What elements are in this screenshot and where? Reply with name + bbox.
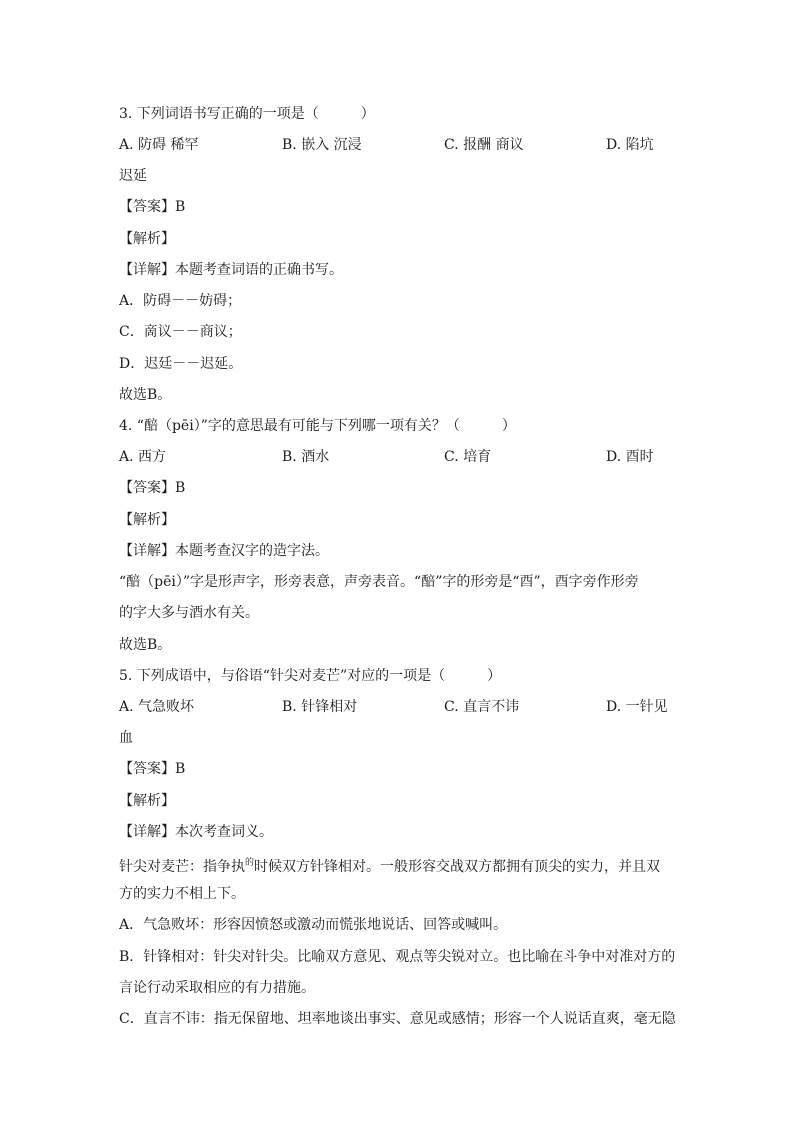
q5-option-d-wrap: 血 [119, 730, 133, 746]
q3-conclusion: 故选B。 [119, 387, 172, 403]
q4-option-a: A. 西方 [119, 449, 167, 465]
q5-answer: 【答案】B [119, 761, 186, 777]
q3-option-d: D. 陷坑 [606, 137, 654, 153]
q4-paragraph-2: 的字大多与酒水有关。 [119, 605, 259, 621]
q3-line-c: C．啇议－－商议； [119, 324, 242, 340]
q4-conclusion: 故选B。 [119, 637, 172, 653]
q5-option-a: A. 气急败坏 [119, 699, 195, 715]
q4-option-c: C. 培育 [444, 449, 492, 465]
q5-option-d: D. 一针见 [606, 699, 668, 715]
q5-detail: 【详解】本次考查词义。 [119, 824, 273, 840]
q5-paragraph-1-superscript: 的 [245, 858, 255, 868]
q3-option-c: C. 报酬 商议 [444, 137, 524, 153]
question-3-stem: 3. 下列词语书写正确的一项是（ ） [119, 106, 375, 122]
q5-analysis-label: 【解析】 [119, 793, 175, 809]
q4-paragraph-1: “醅（pēi）”字是形声字，形旁表意，声旁表音。“醅”字的形旁是“酉”，酉字旁作形旁 [119, 574, 639, 590]
q4-detail: 【详解】本题考查汉字的造字法。 [119, 543, 329, 559]
q4-analysis-label: 【解析】 [119, 512, 175, 528]
question-5-stem: 5. 下列成语中，与俗语“针尖对麦芒”对应的一项是（ ） [119, 668, 502, 684]
q5-paragraph-1-b: 时候双方针锋相对。一般形容交战双方都拥有顶尖的实力，并且双 [254, 859, 661, 875]
q4-option-b: B. 酒水 [282, 449, 330, 465]
q5-paragraph-2: 方的实力不相上下。 [119, 886, 245, 902]
q3-option-d-wrap: 迟延 [119, 168, 147, 184]
q3-detail: 【详解】本题考查词语的正确书写。 [119, 262, 343, 278]
q3-answer: 【答案】B [119, 199, 186, 215]
q3-option-b: B. 嵌入 沉浸 [282, 137, 362, 153]
q5-option-c: C. 直言不讳 [444, 699, 520, 715]
q5-paragraph-1-a: 针尖对麦芒：指争执 [119, 859, 245, 875]
q4-answer: 【答案】B [119, 480, 186, 496]
q4-option-d: D. 酉时 [606, 449, 654, 465]
question-4-stem: 4. “醅（pēi）”字的意思最有可能与下列哪一项有关？（ ） [119, 418, 516, 434]
q3-option-a: A. 防碍 稀罕 [119, 137, 199, 153]
q5-line-c: C．直言不讳：指无保留地、坦率地谈出事实、意见或感情；形容一个人说话直爽，毫无隐 [119, 1011, 676, 1027]
q3-analysis-label: 【解析】 [119, 231, 175, 247]
q5-line-b-wrap: 言论行动采取相应的有力措施。 [119, 980, 315, 996]
q5-line-b: B．针锋相对：针尖对针尖。比喻双方意见、观点等尖锐对立。也比喻在斗争中对准对方的 [119, 949, 676, 965]
q3-line-d: D．迟廷－－迟延。 [119, 356, 243, 372]
q5-line-a: A．气急败坏：形容因愤怒或激动而慌张地说话、回答或喊叫。 [119, 917, 508, 933]
q3-line-a: A．防碍－－妨碍； [119, 293, 242, 309]
q5-paragraph-1 [119, 853, 660, 877]
q5-option-b: B. 针锋相对 [282, 699, 358, 715]
